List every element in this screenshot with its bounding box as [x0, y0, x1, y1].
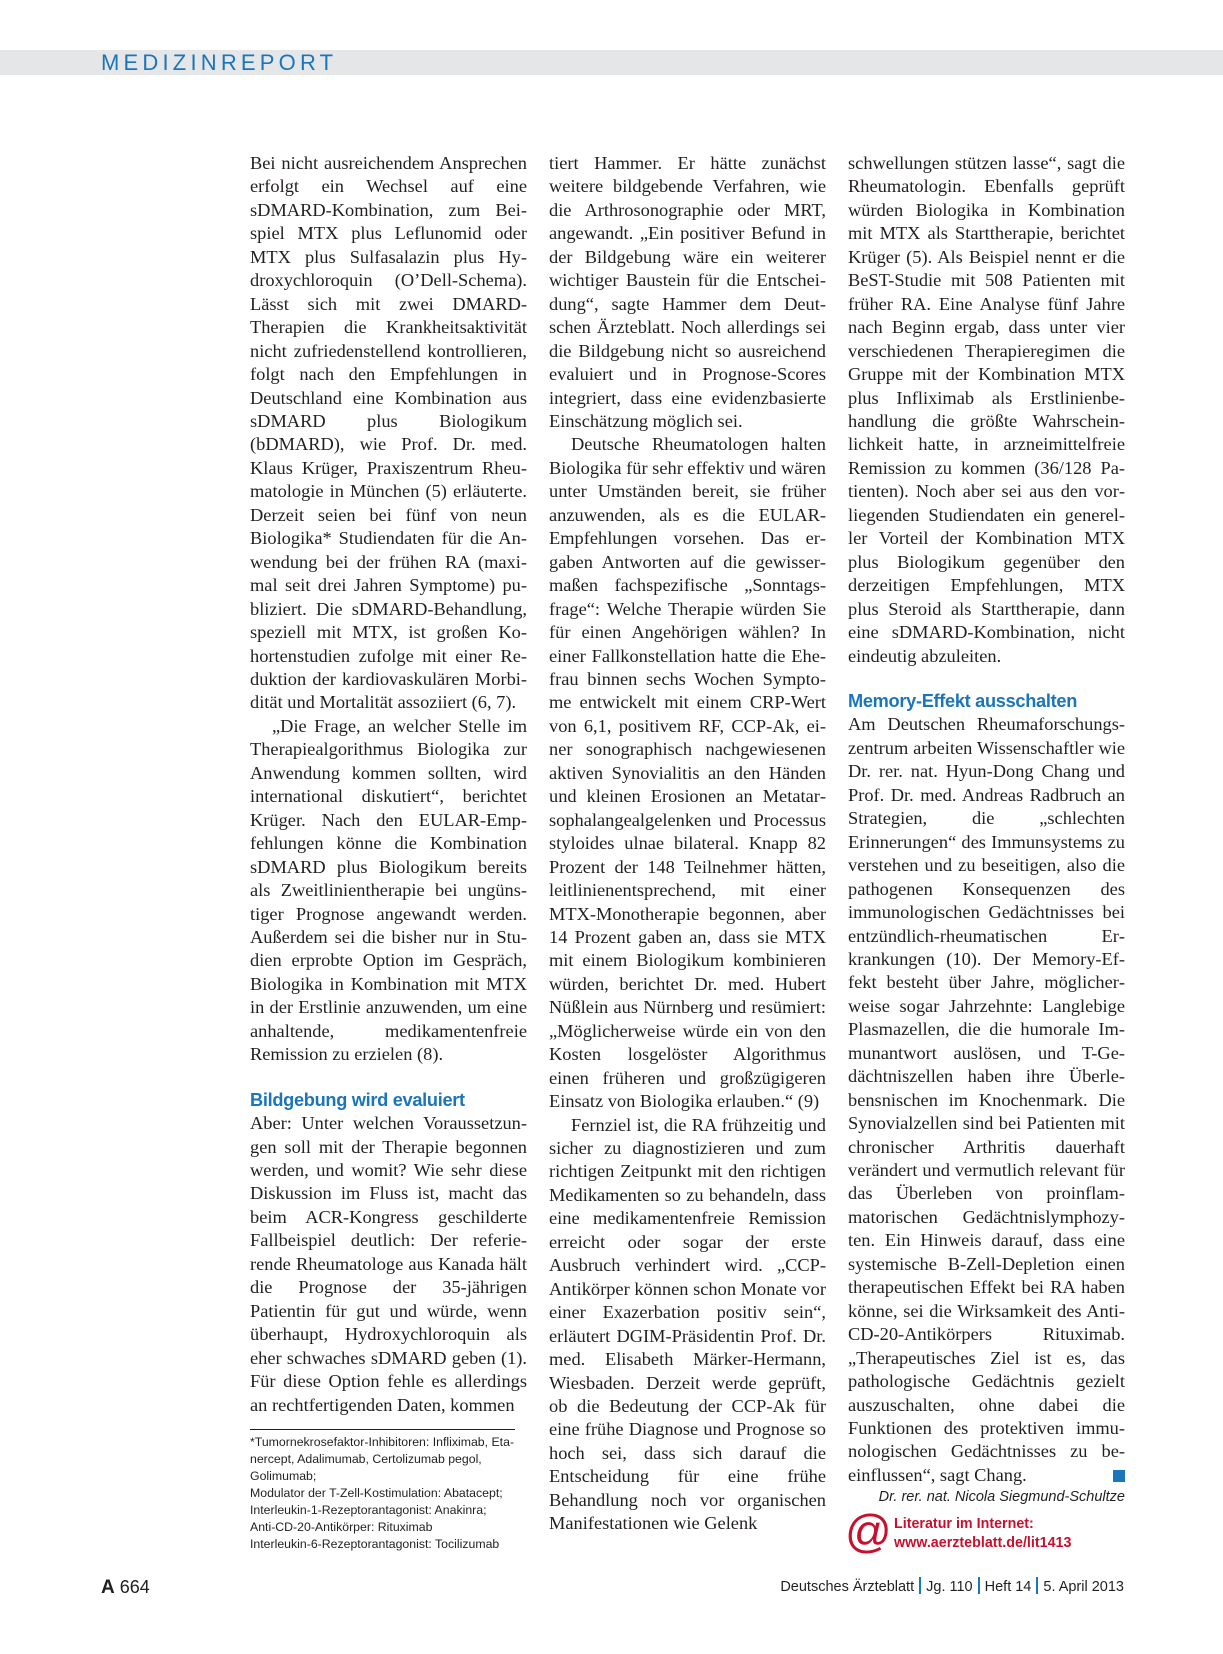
- journal-info: [780, 1575, 1124, 1599]
- paragraph: Fernziel ist, die RA frühzeitig und sicher zu diagnostizieren und zum richtigen Zeitpunkt mit den richtigen Medikamenten so zu behandeln, dass eine medikamentenfreie Remission erreicht oder sogar der erste Ausbruch verhindert wird. „CCP-Antikörper können schon Monate vor einer Exazerbation positiv sein“, erläutert DGIM-Präsidentin Prof. Dr. med. Elisabeth Märker-Hermann, Wiesbaden. Derzeit werde geprüft, ob die Bedeutung der CCP-Ak für eine frühe Diagnose und Prognose so hoch sei, dass sich darauf die Entscheidung für eine frühe Behandlung noch vor organischen Manifestationen wie Gelenk: [549, 1114, 826, 1534]
- page-number: [101, 1575, 150, 1599]
- at-sign-icon: @: [845, 1505, 892, 1557]
- journal-issue: Heft 14: [984, 1579, 1032, 1595]
- column-3: [848, 152, 1125, 1487]
- end-of-article-square-icon: [1113, 1470, 1125, 1482]
- divider: [978, 1577, 980, 1594]
- paragraph: Aber: Unter welchen Voraussetzungen soll mit der Therapie begonnen werden, und womit? Wie sehr diese Diskussion im Fluss ist, macht das beim ACR-Kongress geschilderte Fallbeispiel deutlich: Der referierende Rheumatologe aus Kanada hält die Prognose der 35-jährigen Patientin für gut und würde, wenn überhaupt, Hydroxychloroquin als eher schwaches sDMARD geben (1). Für diese Option fehle es allerdings an rechtfertigenden Daten, kommen: [250, 1113, 527, 1415]
- footnote: [250, 1429, 515, 1553]
- paragraph: Bei nicht ausreichendem Ansprechen erfolgt ein Wechsel auf eine sDMARD-Kombination, zum Beispiel MTX plus Leflunomid oder MTX plus Sulfasalazin plus Hydroxychloroquin (O’Dell-Schema). Lässt sich mit zwei DMARD-Therapien die Krankheitsaktivität nicht zufriedenstellend kontrollieren, folgt nach den Empfehlungen in Deutschland eine Kombination aus sDMARD plus Biologikum (bDMARD), wie Prof. Dr. med. Klaus Krüger, Praxiszentrum Rheumatologie in München (5) erläuterte. Derzeit seien bei fünf von neun Biologika* Studiendaten für die Anwendung bei der frühen RA (maximal seit drei Jahren Symptome) publiziert. Die sDMARD-Behandlung, speziell mit MTX, ist großen Kohortenstudien zufolge mit einer Reduktion der kardiovaskulären Morbidität und Mortalität assoziiert (6, 7).: [250, 153, 527, 713]
- footnote-line: Interleukin-1-Rezeptorantagonist: Anakinra;: [250, 1503, 487, 1517]
- column-2: [549, 152, 826, 1536]
- journal-name: Deutsches Ärzteblatt: [780, 1579, 915, 1595]
- footnote-line: Anti-CD-20-Antikörper: Rituximab: [250, 1520, 433, 1534]
- section-heading: Memory-Effekt ausschalten: [848, 690, 1078, 711]
- paragraph: „Die Frage, an welcher Stelle im Therapiealgorithmus Biologika zur Anwendung kommen sollten, wird international diskutiert“, berichtet Krüger. Nach den EULAR-Empfehlungen könne die Kombination sDMARD plus Biologikum bereits als Zweitlinientherapie bei ungünstiger Prognose angewandt werden. Außerdem sei die bisher nur in Studien erprobte Option im Gespräch, Biologika in Kombination mit MTX in der Erstlinie anzuwenden, um eine anhaltende, medikamentenfreie Remission zu erzielen (8).: [250, 715, 527, 1065]
- footnote-line: *Tumornekrosefaktor-Inhibitoren: Infliximab, Etanercept, Adalimumab, Certolizumab pegol, Golimumab;: [250, 1435, 515, 1483]
- footnote-line: Interleukin-6-Rezeptorantagonist: Tocilizumab: [250, 1537, 500, 1551]
- page-prefix: A: [101, 1577, 115, 1598]
- author-byline: Dr. rer. nat. Nicola Siegmund-Schultze: [878, 1489, 1125, 1505]
- paragraph-text: Am Deutschen Rheumaforschungszentrum arbeiten Wissenschaftler wie Dr. rer. nat. Hyun-Dong Chang und Prof. Dr. med. Andreas Radbruch an Strategien, die „schlechten Erinnerungen“ des Immunsystems zu verstehen und zu beseitigen, also die pathogenen Konsequenzen des immunologischen Gedächtnisses bei entzündlich-rheumatischen Erkrankungen (10). Der Memory-Effekt besteht über Jahre, möglicherweise sogar Jahrzehnte: Langlebige Plasmazellen, die die humorale Immunantwort auslösen, und T-Gedächtniszellen haben ihre Überlebensnischen im Knochenmark. Die Synovialzellen sind bei Patienten mit chronischer Arthritis dauerhaft verändert und vermutlich relevant für das Überleben von proinflammatorischen Gedächtnislymphozyten. Ein Hinweis darauf, dass eine systemische B-Zell-Depletion einen therapeutischen Effekt bei RA haben könne, sei die Wirksamkeit des Anti-CD-20-Antikörpers Rituximab. „Therapeutisches Ziel ist es, das pathologische Gedächtnis gezielt auszuschalten, ohne dabei die Funktionen des protektiven immunologischen Gedächtnisses zu beeinflussen“, sagt Chang.: [848, 714, 1125, 1485]
- page-number-value: 664: [119, 1577, 150, 1597]
- journal-date: 5. April 2013: [1043, 1579, 1124, 1595]
- paragraph: tiert Hammer. Er hätte zunächst weitere bildgebende Verfahren, wie die Arthrosonographie oder MRT, angewandt. „Ein positiver Befund in der Bildgebung wäre ein weiterer wichtiger Baustein für die Entscheidung“, sagte Hammer dem Deutschen Ärzteblatt. Noch allerdings sei die Bildgebung nicht so ausreichend evaluiert und in Prognose-Scores integriert, dass eine evidenzbasierte Einschätzung möglich sei.: [549, 153, 826, 431]
- literature-box: [894, 1515, 1124, 1553]
- paragraph: schwellungen stützen lasse“, sagt die Rheumatologin. Ebenfalls geprüft würden Biologika in Kombination mit MTX als Starttherapie, berichtet Krüger (5). Als Beispiel nennt er die BeST-Studie mit 508 Patienten mit früher RA. Eine Analyse fünf Jahre nach Beginn ergab, dass unter vier verschiedenen Therapieregimen die Gruppe mit der Kombination MTX plus Infliximab als Erstlinienbehandlung die größte Wahrscheinlichkeit hatte, in arzneimittelfreie Remission zu kommen (36/128 Patienten). Noch aber sei aus den vorliegenden Studiendaten ein genereller Vorteil der Kombination MTX plus Biologikum gegenüber den derzeitigen Empfehlungen, MTX plus Steroid als Starttherapie, dann eine sDMARD-Kombination, nicht eindeutig abzuleiten.: [848, 153, 1125, 666]
- literature-link[interactable]: www.aerzteblatt.de/lit1413: [894, 1535, 1072, 1551]
- literature-label: Literatur im Internet:: [894, 1516, 1034, 1532]
- column-1: [250, 152, 527, 1417]
- footnote-line: Modulator der T-Zell-Kostimulation: Abatacept;: [250, 1486, 503, 1500]
- section-heading: Bildgebung wird evaluiert: [250, 1089, 465, 1110]
- divider: [919, 1577, 921, 1594]
- section-label: MEDIZINREPORT: [101, 50, 338, 75]
- paragraph-final: [848, 713, 1125, 1487]
- paragraph: Deutsche Rheumatologen halten Biologika für sehr effektiv und wären unter Umständen bereit, sie früher anzuwenden, als es die EULAR-Empfehlungen vorsehen. Das ergaben Antworten auf die gewissermaßen fachspezifische „Sonntagsfrage“: Welche Therapie würden Sie für einen Angehörigen wählen? In einer Fallkonstellation hatte die Ehefrau binnen sechs Wochen Symptome entwickelt mit einem CRP-Wert von 6,1, positivem RF, CCP-Ak, einer sonographisch nachgewiesenen aktiven Synovialitis an den Händen und kleinen Erosionen an Metatarsophalangealgelenken und Processus styloides ulnae bilateral. Knapp 82 Prozent der 148 Teilnehmer hätten, leitlinienentsprechend, mit einer MTX-Monotherapie begonnen, aber 14 Prozent gaben an, dass sie MTX mit einem Biologikum kombinieren würden, berichtet Dr. med. Hubert Nüßlein aus Nürnberg und resümiert: „Möglicherweise würde ein von den Kosten losgelöster Algorithmus einen früheren und großzügigeren Einsatz von Biologika erlauben.“ (9): [549, 434, 826, 1112]
- divider: [1036, 1577, 1038, 1594]
- journal-volume: Jg. 110: [926, 1579, 973, 1595]
